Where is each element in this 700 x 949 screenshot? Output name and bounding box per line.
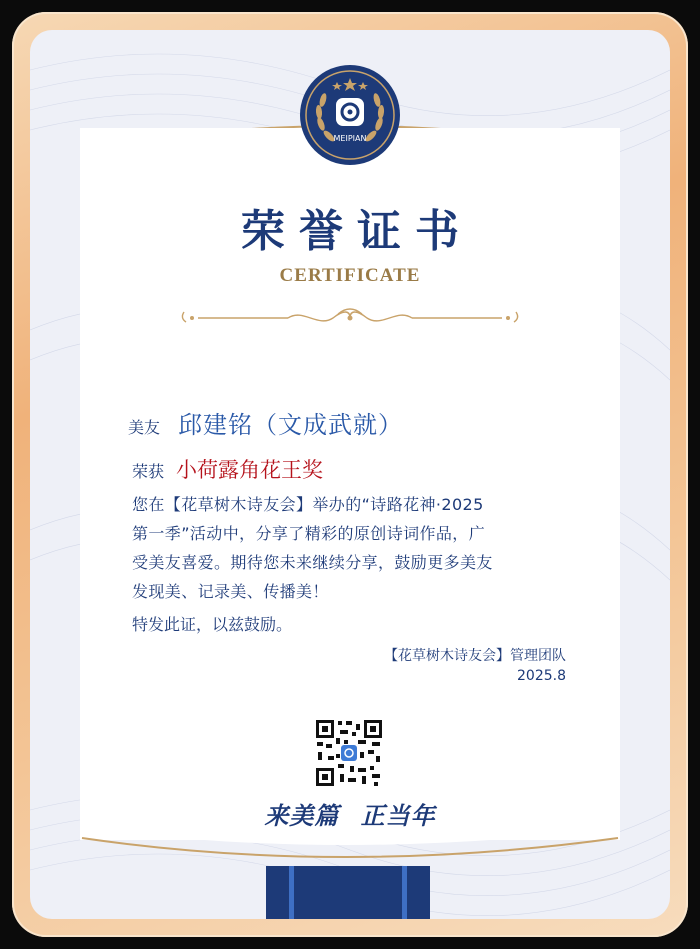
paragraph-line: 您在【花草树木诗友会】举办的“诗路花神·2025 <box>132 495 484 514</box>
recipient-row <box>128 405 568 440</box>
award-name: 小荷露角花王奖 <box>176 458 324 482</box>
paragraph-line: 第一季”活动中，分享了精彩的原创诗词作品，广 <box>132 524 486 543</box>
ornament-divider-icon <box>178 304 522 332</box>
paragraph-line: 发现美、记录美、传播美！ <box>132 582 329 601</box>
brand-slogan <box>0 796 700 831</box>
certificate-subtitle: CERTIFICATE <box>279 265 421 286</box>
paragraph-line: 受美友喜爱。期待您未来继续分享，鼓励更多美友 <box>132 553 493 572</box>
recipient-name: 邱建铭（文成武就） <box>178 411 404 439</box>
recipient-label: 美友 <box>128 418 161 437</box>
closing-line: 特发此证，以兹鼓励。 <box>132 615 293 634</box>
award-label: 荣获 <box>132 462 165 481</box>
certificate-body <box>128 405 568 635</box>
qr-code-icon[interactable] <box>314 718 384 788</box>
slogan-left: 来美篇 <box>264 801 340 830</box>
svg-text:MEIPIAN: MEIPIAN <box>333 134 367 143</box>
issue-date: 2025.8 <box>517 668 566 684</box>
bottom-ribbon <box>266 866 430 919</box>
certificate-title: 荣誉证书 <box>241 206 473 257</box>
award-row <box>128 454 568 484</box>
certificate-paragraph <box>128 490 568 606</box>
laurel-badge-icon <box>299 64 401 166</box>
issuer-name: 【花草树木诗友会】管理团队 <box>384 648 566 664</box>
slogan-right: 正当年 <box>360 801 436 830</box>
